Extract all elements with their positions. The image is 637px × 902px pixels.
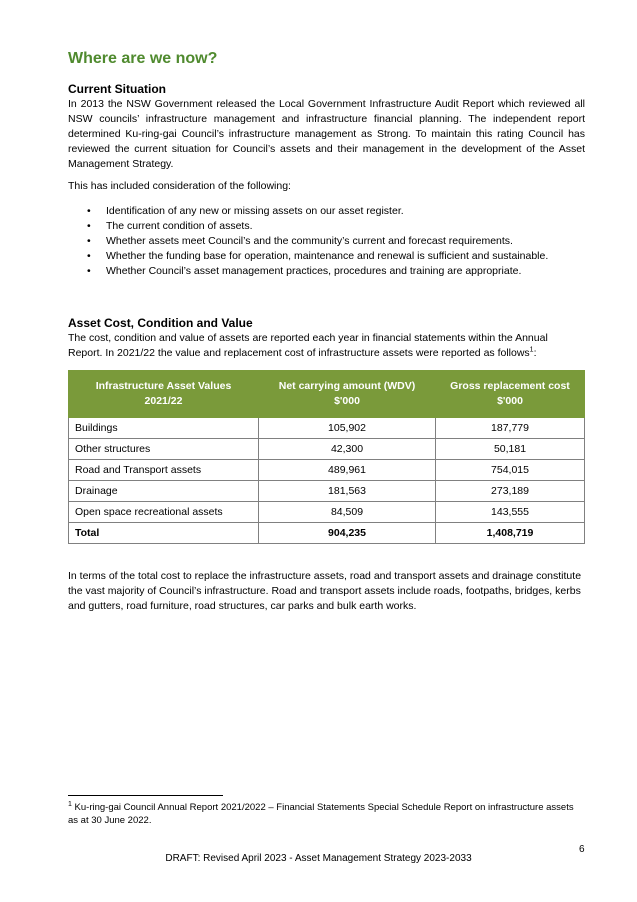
table-row [69,460,585,481]
table-cell: Total [69,523,259,544]
table-cell: 273,189 [436,481,585,502]
header-line: Gross replacement cost [450,380,570,392]
footnote-reference[interactable]: 1 [529,346,534,354]
header-line: Infrastructure Asset Values [95,380,232,392]
header-gross-replacement-cost [436,371,585,418]
asset-section-heading: Asset Cost, Condition and Value [68,316,253,330]
asset-paragraph-end: : [533,347,537,359]
table-row [69,439,585,460]
table-cell: Road and Transport assets [69,460,259,481]
table-row [69,481,585,502]
table-cell: 1,408,719 [436,523,585,544]
table-cell: Open space recreational assets [69,502,259,523]
asset-values-table [68,370,585,544]
table-cell: 50,181 [436,439,585,460]
table-cell: 143,555 [436,502,585,523]
list-item: • Whether assets meet Council’s and the community’s current and forecast requirements. [68,234,585,249]
footnote-number: 1 [68,800,72,808]
table-cell: 187,779 [436,418,585,439]
table-cell: Other structures [69,439,259,460]
current-situation-paragraph: In 2013 the NSW Government released the Local Government Infrastructure Audit Report which reviewed all NSW councils’ infrastructure management and infrastructure financial planning. The independent report determined Ku-ring-gai Council’s infrastructure management as Strong. To maintain this rating Council has reviewed the current situation for Council’s assets and their management in the development of the Asset Management Strategy. [68,98,585,170]
footnote-divider [68,795,223,796]
page-title: Where are we now? [68,50,218,67]
table-cell: 489,961 [259,460,436,481]
list-item: • The current condition of assets. [68,219,585,234]
header-line: $'000 [334,395,360,407]
header-asset-values [69,371,259,418]
table-header-row [69,371,585,418]
consideration-intro: This has included consideration of the following: [68,180,291,192]
header-line: 2021/22 [144,395,183,407]
table-cell: 181,563 [259,481,436,502]
list-item: • Identification of any new or missing assets on our asset register. [68,204,585,219]
list-item: • Whether the funding base for operation, maintenance and renewal is sufficient and sustainable. [68,249,585,264]
current-situation-heading: Current Situation [68,82,166,96]
asset-paragraph-text: The cost, condition and value of assets are reported each year in financial statements within the Annual Report. In 2021/22 the value and replacement cost of infrastructure assets were reported as follows [68,332,548,359]
table-row [69,418,585,439]
table-total-row [69,523,585,544]
footnote-text: Ku-ring-gai Council Annual Report 2021/2022 – Financial Statements Special Schedule Report on infrastructure assets as at 30 June 2022. [68,802,574,826]
table-cell: 105,902 [259,418,436,439]
table-cell: Buildings [69,418,259,439]
page-footer: DRAFT: Revised April 2023 - Asset Management Strategy 2023-2033 [165,853,472,864]
asset-section-paragraph [68,331,585,361]
footnote [68,801,585,827]
table-row [69,502,585,523]
header-line: Net carrying amount (WDV) [278,380,416,392]
page-number: 6 [579,844,585,855]
table-cell: 84,509 [259,502,436,523]
closing-paragraph: In terms of the total cost to replace the infrastructure assets, road and transport assets and drainage constitute the vast majority of Council’s infrastructure. Road and transport assets include roads, footpaths, bridges, kerbs and gutters, road furniture, road structures, car parks and bulk earth works. [68,570,582,612]
table-cell: 42,300 [259,439,436,460]
consideration-list [68,204,585,279]
header-line: $'000 [497,395,523,407]
table-cell: 754,015 [436,460,585,481]
list-item: • Whether Council’s asset management practices, procedures and training are appropriate. [68,264,585,279]
header-net-carrying-amount [259,371,436,418]
table-cell: Drainage [69,481,259,502]
table-cell: 904,235 [259,523,436,544]
